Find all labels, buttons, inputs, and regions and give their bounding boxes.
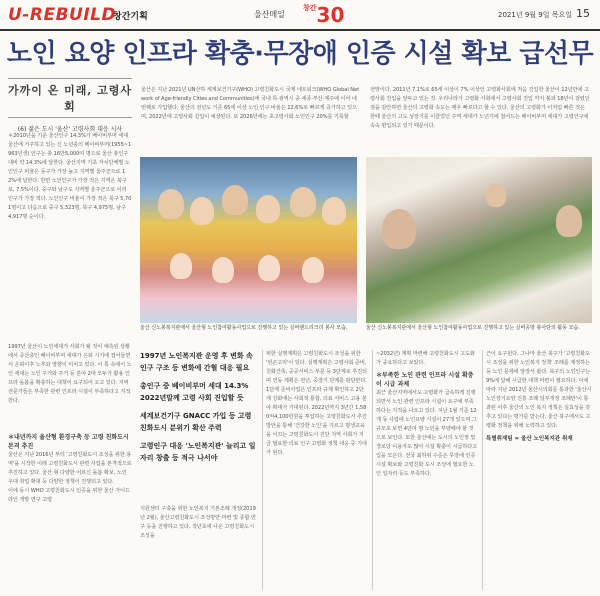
column-1-lower bbox=[8, 430, 132, 505]
header-divider bbox=[0, 29, 600, 31]
column-4 bbox=[376, 350, 478, 479]
person-figure bbox=[190, 197, 214, 225]
issue-date: 2021년 9월 9일 목요일 bbox=[498, 11, 572, 19]
col1-mid-text: 1997년 울산이 노인세대가 사회가 될 것이 예측된 상황에서 중산층인 베이비부머 세대가 은퇴 시기에 접어들면서 은퇴이후 노후와 영향이 미치고 있다. 이 특 속에서 노인 세대는 노인 주거와 주거 등 분야 2대 모두가 활용 인프라 돌봄을 확충하는 대책이 요구되어 오고 있다. 지역 전문가들은 부족한 관련 인프라 시설이 부족하다고 지적한다. bbox=[8, 344, 132, 404]
column-divider bbox=[372, 350, 373, 590]
column-5-text: 근이 요구된다. 그나마 울산 북구가 '고령친화도시 조성을 위한 노인복지 정책' 조례를 제정하는 등 노인 문제에 앞장서 왔다. 북구의 노인인구는 9%에 달해 시급한 대책 마련이 필요하다. 이에 따라 지난 2012년 울산시의회를 통과한 '울산시 노인장기요양 진흥 조례 일부개정 조례안'이 통과된 이후 울산의 노인 복지 정책은 실효성을 갖추고 있다는 평가를 받는다. 울산 북구에서도 고령화 정책을 위해 노력하고 있다. bbox=[486, 351, 592, 429]
person-figure bbox=[556, 205, 582, 237]
column-3-text: 위한 실행계획은 고령친화도시 조성을 위한 '빈곤고리'이 있다. 실행계획은 고령사회 준비, 친화건축, 공공서비스 부문 등 3단계로 추진되며 연동 계획은 전년, 중장기 단계를 판단한다. 1단계 준비사업은 인프라 규제 확인하고 2단계 강화에는 사회적 통합, 의료 서비스 고용 분야 확대가 기대된다. 2022년까지 3년간 1,580억4,100만원을 투입하는 고령친화도시 추진방안을 통해 '건강한 노인'을 기르고 평생교육을 이끄는 고령친화도시 진단 지역 사회가 지금 필요한 의료 인구 고령화 정책 대응 중 기대가 된다. bbox=[266, 351, 367, 456]
series-box bbox=[8, 78, 132, 133]
section-label: 창간기획 bbox=[113, 12, 148, 22]
person-figure bbox=[222, 185, 248, 215]
column-4-lead: ~2032년) 계획 마련해 고령친화도시 고도화가 중요하다고 보았다. bbox=[376, 351, 475, 366]
series-byline: (6) 젊은 도시 '울산' 고령사회 대응 시사 bbox=[17, 126, 123, 133]
column-divider bbox=[482, 350, 483, 590]
anniversary-prefix: 창간 bbox=[303, 4, 317, 12]
person-figure bbox=[256, 195, 280, 223]
child-figure bbox=[170, 253, 192, 279]
person-figure bbox=[290, 187, 316, 217]
child-figure bbox=[258, 255, 280, 281]
col1-low-text-2: 이에 동시 WHO 고령친화도시 인증을 위한 울산 가이드라인 개발 연구 고령 bbox=[8, 488, 130, 503]
main-headline: 노인 요양 인프라 확충·무장애 인증 시설 확보 급선무 bbox=[6, 39, 594, 69]
lead-paragraph-a: 울산은 지난 2021년 UN산하 세계보건기구(WHO) 고령친화도시 국제 네트워크(WHO Global Network of Age-friendly Cities and Communities)에 국내 특·광역시 중 세종·부산·제주에 이어 네 번째로 가입했다. 울산의 전년도 기준 65세 이상 노인 인구 비율은 12.6%로 빠르게 증가하고 있으며, 2022년에 고령사회 진입이 예상된다. 또 2026년에는 초고령사회 노인인구 20%를 기록할 bbox=[141, 87, 360, 120]
highlight-box bbox=[140, 350, 258, 470]
reporter-tag: 특별취재팀 = 울산 노인복지관 취재 bbox=[486, 436, 573, 442]
column-5 bbox=[486, 350, 592, 442]
photo-caption-left: 울산 신노봉복지관에서 울산형 노인참여활동사업으로 진행하고 있는 실버랜드리크리 봉사 모습. bbox=[140, 325, 348, 331]
photo-silver-volunteers bbox=[140, 157, 357, 323]
lead-paragraph-b: 전망이다. 2011년 7.1%로 65세 이상이 7% 이상인 고령화사회에 처음 진입한 울산이 12년만에 고령사회 진입을 앞두고 있는 것. 우리나라가 고령화 사회에서 고령사회 진입 까지 불과 18년이 걸렸던 점을 감안하면 울산의 고령화 속도는 매우 빠르다고 할 수 있다. 울산의 고령화가 이처럼 빠른 것은 한때 울산의 고도 성장기를 이끌었던 주역 세대가 노년기에 접어드는 베이비부머 세대가 고령인구에 속속 편입되고 있기 때문이다. bbox=[370, 87, 590, 129]
col1-subhead: ＊내년까지 울산형 환경구축 등 고령 친화도시 본격 추진 bbox=[8, 434, 129, 450]
column-1-middle bbox=[8, 343, 132, 406]
photo-silver-workshop bbox=[366, 157, 592, 323]
column-4-subhead: ＊부족한 노인 관련 인프라 시설 확충이 시급 과제 bbox=[376, 372, 474, 388]
child-figure bbox=[302, 257, 324, 283]
person-figure bbox=[486, 183, 506, 207]
person-figure bbox=[322, 197, 346, 225]
column-divider bbox=[262, 350, 263, 590]
column-4-text: 최근 울산지역에서도 고령화가 급속하게 진행되면서 노인 관련 인프라 시설이 요구에 부족하다는 지적을 나오고 있다. 지난 1월 기준 12개 동 사업에 노인요양 시설이 27개 있으며 그 규모로 보면 4만여 명 노인을 부양해야 할 것으로 보인다. 또한 울산에는 도시의 노인정 및 경로당 이용자도 많아 시설 확충이 시급하다고 입을 모은다. 전국 최하위 수준은 무장애 인증 시설 확보와 고령친화 도시 조성에 필요한 노인 일자리 등도 부족하다. bbox=[376, 390, 478, 477]
anniversary-number: 30 bbox=[316, 3, 345, 27]
person-figure bbox=[382, 209, 416, 249]
highlight-item: 총인구 중 베이비부머 세대 14.3% 2022년말께 고령 사회 진입할 듯 bbox=[140, 382, 249, 402]
page-header bbox=[0, 0, 600, 30]
child-figure bbox=[212, 257, 234, 283]
column-2-text: 지원센터 구축을 위한 노인복지 기본조례 개정(2019년 2월), 울산고령친화도시 조성방안 마련 및 종합 연구 등을 진행하고 있다. 작년초에 나온 고령친화도시 조성을 bbox=[140, 506, 256, 539]
anniversary-logo bbox=[303, 3, 344, 27]
page-number: 15 bbox=[576, 7, 590, 20]
highlight-item: 1997년 노인복지관 운영 후 변화 속 인구 구조 등 변화에 간혈 대응 필요 bbox=[140, 352, 253, 372]
series-brand: U-REBUILD bbox=[8, 5, 117, 25]
photo-caption-right: 울산 신노봉복지관에서 울산형 노인참여활동사업으로 진행하고 있는 실버공방 봉사단의 활동 모습. bbox=[366, 325, 580, 331]
newspaper-name: 울산매일 bbox=[254, 10, 285, 19]
highlight-item: 세계보건기구 GNACC 가입 등 고령친화도시 분위기 확산 주력 bbox=[140, 412, 252, 432]
person-figure bbox=[158, 189, 184, 219]
col1-top-text: ＊2010년을 기준 울산인구 14.3%가 베이비부머 세대 울산에 거주하고 있는 신 노년층의 베이비부머(1955~1963년생) 인구는 총 16만5,000여 명으로 울산 총인구 대비 약 14.3%에 달한다. 울산지역 기초 자치단체별 노인인구 비율은 동구가 가장 높고 지역별 울주군으로 12%에 달한다. 반면 노인인구가 가장 적은 지역은 북구로, 7.5%이다. 중구와 남구도 지역별 울주군으로 이러 인구가 가장 적다. 노인인구 비율이 가장 적은 북구 5,701명이고 다음으로 중구 5,323명, 북구 4,975명, 남구 4,917명 순이다. bbox=[8, 133, 132, 220]
column-1-top bbox=[8, 132, 132, 224]
highlight-item: 고령인구 대응 '노인복지관' 늘리고 일자리 창출 등 적극 나서야 bbox=[140, 442, 256, 462]
series-title: 가까이 온 미래, 고령사회 bbox=[8, 78, 132, 118]
col1-low-text: 울산은 지난 2016년 부터 '고령친화도시 조성을 위한 용역'을 시작한 이래 고령친화도시 관련 사업을 본격적으로 추진하고 있다. 울산 형 다양한 어르신 돌봄 확보, 노인 우대 취업 확대 등 다양한 정책이 진행되고 있다. bbox=[8, 452, 132, 485]
